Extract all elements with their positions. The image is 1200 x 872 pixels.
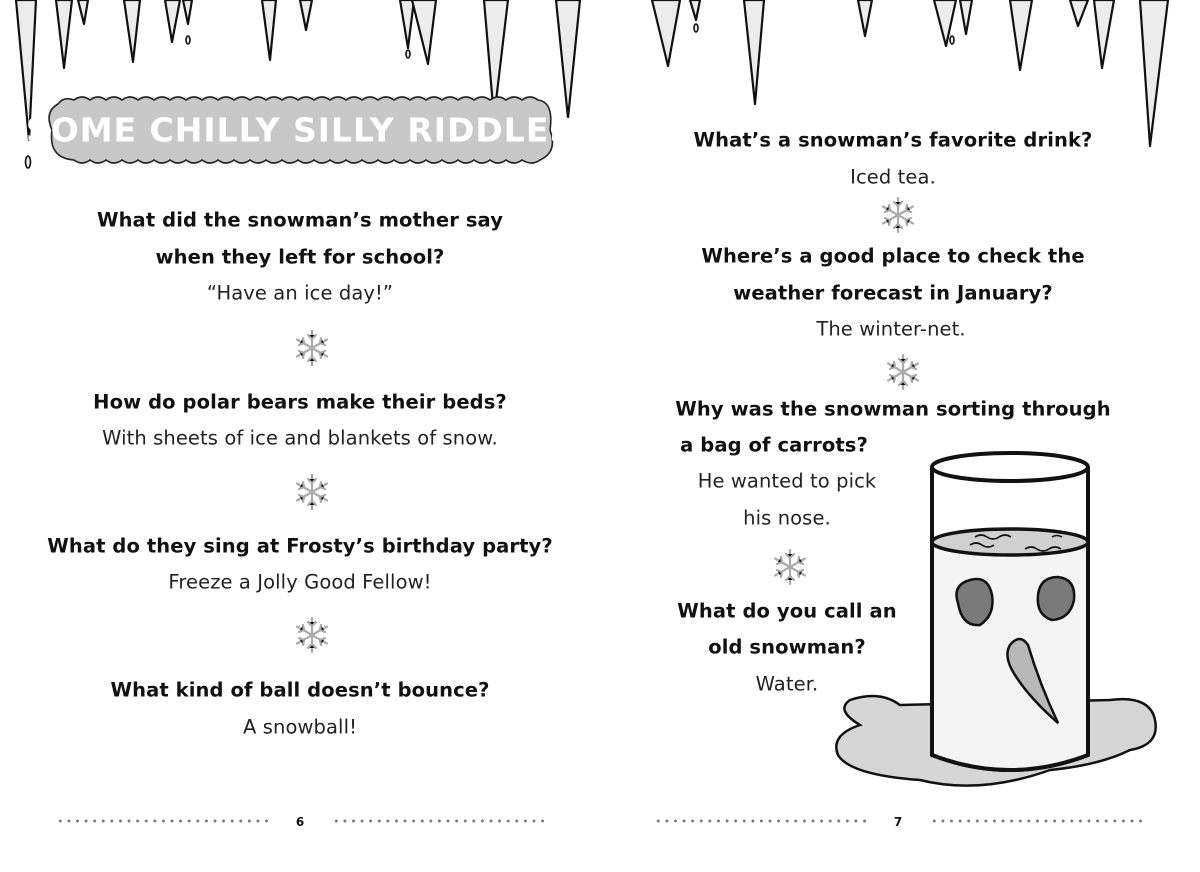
page-number: 7 [893, 815, 903, 829]
riddle-answer: He wanted to pick [697, 469, 877, 493]
snowflake-icon [292, 328, 332, 368]
riddle-question: What do you call an [677, 599, 897, 623]
footer-dots [56, 818, 272, 824]
riddle-question: What’s a snowman’s favorite drink? [693, 128, 1093, 152]
riddle-answer: his nose. [743, 506, 831, 530]
riddle-question: What do they sing at Frosty’s birthday party? [47, 534, 553, 558]
snowflake-icon [878, 195, 918, 235]
riddle-question: What kind of ball doesn’t bounce? [110, 678, 490, 702]
riddle-answer: “Have an ice day!” [206, 281, 394, 305]
melting-snowman-glass-illustration [830, 445, 1170, 800]
page-number: 6 [295, 815, 305, 829]
riddle-answer: The winter-net. [816, 317, 966, 341]
riddle-answer: Freeze a Jolly Good Fellow! [168, 570, 432, 594]
riddle-question: How do polar bears make their beds? [93, 390, 507, 414]
footer-dots [332, 818, 548, 824]
snowflake-icon [292, 615, 332, 655]
page-title: SOME CHILLY SILLY RIDDLES [25, 110, 575, 150]
riddle-question: Where’s a good place to check the [701, 244, 1085, 268]
snowflake-icon [770, 547, 810, 587]
riddle-question: What did the snowman’s mother say [96, 208, 504, 232]
riddle-question: Why was the snowman sorting through [675, 397, 1111, 421]
riddle-answer: Water. [755, 672, 819, 696]
riddle-question: weather forecast in January? [733, 281, 1053, 305]
riddle-question: old snowman? [708, 635, 866, 659]
footer-dots [654, 818, 870, 824]
riddle-question: when they left for school? [155, 245, 445, 269]
riddle-answer: A snowball! [242, 715, 358, 739]
snowflake-icon [883, 352, 923, 392]
riddle-answer: Iced tea. [850, 165, 936, 189]
footer-dots [930, 818, 1146, 824]
riddle-answer: With sheets of ice and blankets of snow. [102, 426, 498, 450]
riddle-question: a bag of carrots? [680, 433, 868, 457]
snowflake-icon [292, 472, 332, 512]
